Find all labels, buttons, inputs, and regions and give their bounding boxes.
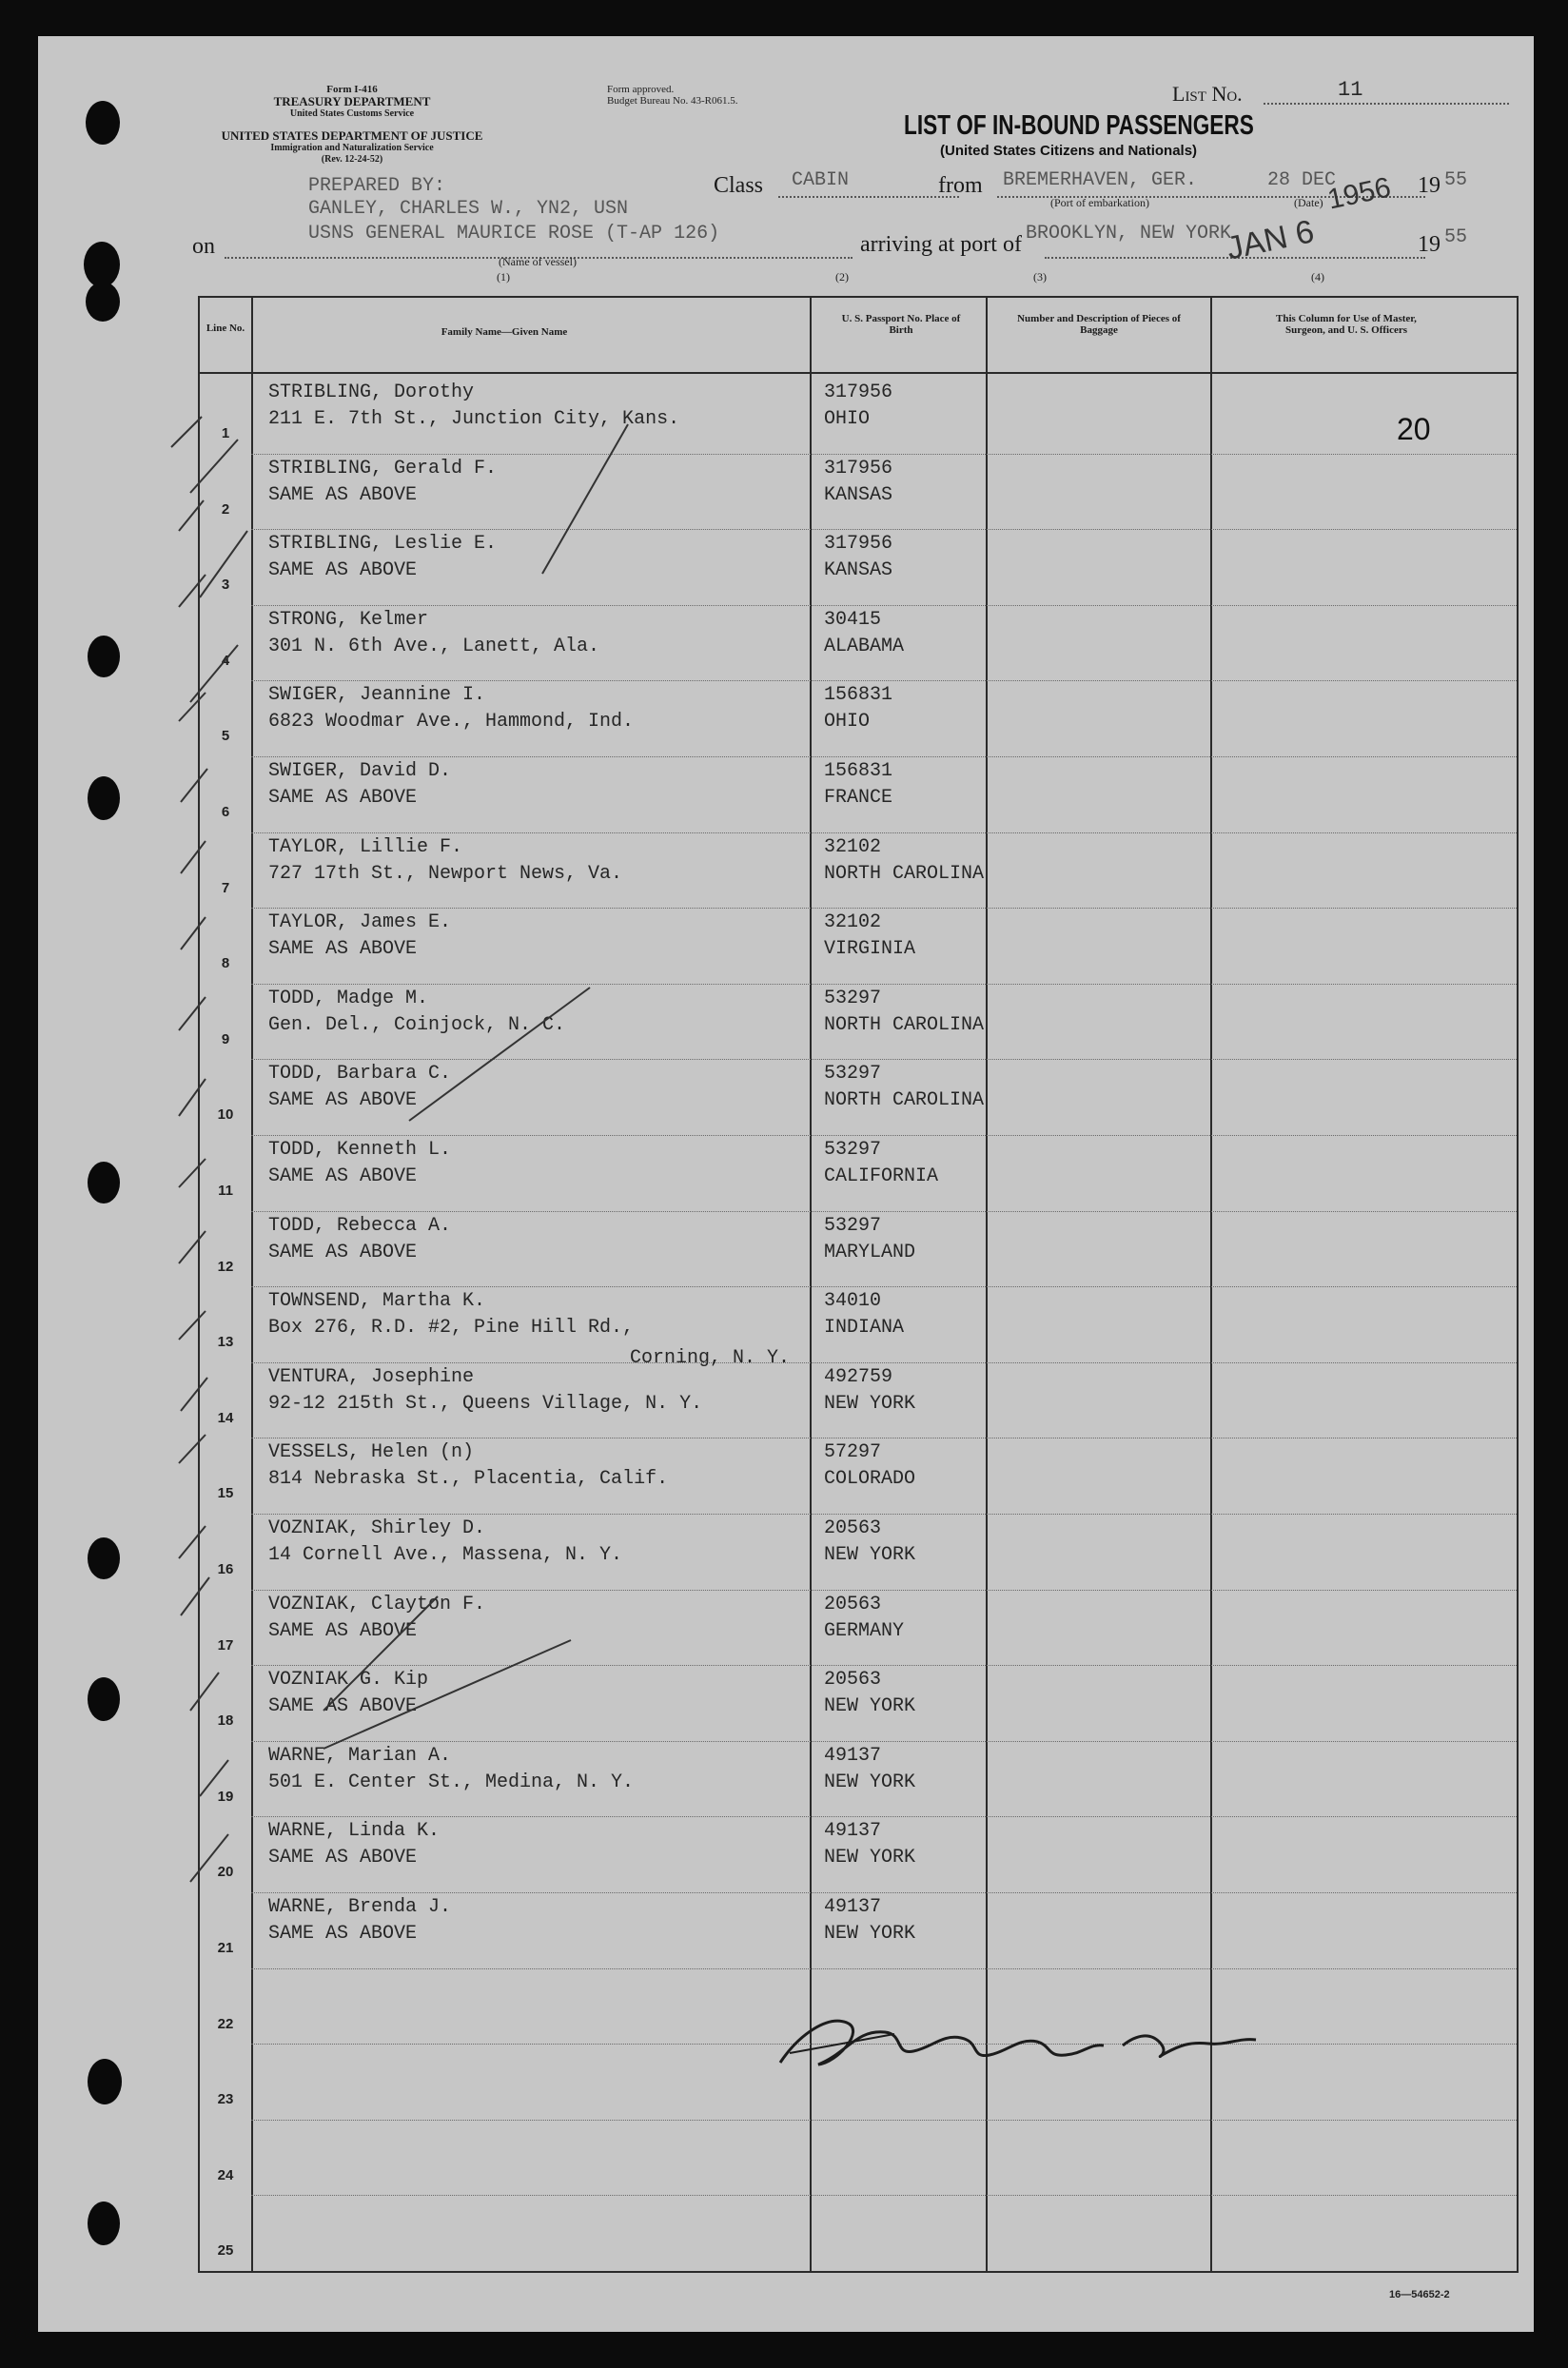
passenger-name: VOZNIAK G. Kip: [268, 1669, 429, 1692]
passenger-address: SAME AS ABOVE: [268, 483, 418, 506]
passenger-name: STRONG, Kelmer: [268, 608, 429, 631]
manifest-page: [38, 36, 1534, 2332]
budget-bureau: Budget Bureau No. 43-R061.5.: [607, 95, 738, 107]
place-of-birth: NEW YORK: [824, 1771, 916, 1793]
passport-number: 492759: [824, 1365, 893, 1388]
dept-treasury-sub: United States Customs Service: [289, 108, 415, 119]
passenger-name: VESSELS, Helen (n): [268, 1441, 475, 1464]
passenger-name: SWIGER, David D.: [268, 760, 452, 782]
vessel-caption: (Name of vessel): [499, 255, 577, 268]
year-suffix: 55: [1444, 169, 1468, 191]
row-line-number: 2: [221, 500, 230, 518]
row-line-number: 14: [217, 1409, 234, 1426]
passport-number: 34010: [824, 1290, 882, 1313]
row-line-number: 18: [217, 1712, 234, 1730]
year-prefix: 19: [1418, 173, 1441, 198]
col-num-1: (1): [497, 270, 510, 284]
page-title: LIST OF IN-BOUND PASSENGERS: [904, 110, 1254, 141]
passenger-address-continued: Corning, N. Y.: [630, 1346, 791, 1369]
review-tick-marks: [38, 36, 1534, 2332]
col-header-officers: This Column for Use of Master, Surgeon, and U. S. Officers: [1276, 313, 1417, 336]
dept-treasury: TREASURY DEPARTMENT: [273, 94, 431, 108]
row-line-number: 24: [217, 2166, 234, 2183]
row-line-number: 20: [217, 1864, 234, 1881]
from-label: from: [938, 173, 983, 198]
row-line-number: 12: [217, 1258, 234, 1275]
arrival-year-suffix: 55: [1444, 226, 1468, 248]
passport-number: 32102: [824, 835, 882, 858]
passenger-name: STRIBLING, Dorothy: [268, 382, 475, 403]
date-caption: (Date): [1294, 196, 1323, 209]
place-of-birth: VIRGINIA: [824, 938, 916, 961]
row-line-number: 5: [221, 728, 230, 745]
col-num-4: (4): [1311, 270, 1324, 284]
passenger-address: 501 E. Center St., Medina, N. Y.: [268, 1771, 635, 1793]
passenger-address: SAME AS ABOVE: [268, 1165, 418, 1187]
row-line-number: 7: [221, 879, 230, 896]
place-of-birth: CALIFORNIA: [824, 1165, 939, 1187]
list-no-value: 11: [1338, 78, 1363, 102]
row-line-number: 11: [218, 1183, 233, 1199]
passenger-name: WARNE, Marian A.: [268, 1744, 452, 1767]
passenger-address: 6823 Woodmar Ave., Hammond, Ind.: [268, 711, 635, 734]
form-approved: Form approved.: [607, 84, 675, 95]
prepared-by-label: PREPARED BY:: [308, 175, 446, 197]
arrival-year-prefix: 19: [1418, 232, 1441, 257]
passport-number: 53297: [824, 987, 882, 1009]
passenger-name: TAYLOR, James E.: [268, 911, 452, 934]
passport-number: 49137: [824, 1820, 882, 1843]
place-of-birth: INDIANA: [824, 1317, 905, 1340]
passport-number: 53297: [824, 1139, 882, 1161]
arriving-label: arriving at port of: [860, 232, 1022, 257]
place-of-birth: NORTH CAROLINA: [824, 862, 985, 885]
col-num-3: (3): [1033, 270, 1047, 284]
passenger-name: TODD, Rebecca A.: [268, 1214, 452, 1237]
row-line-number: 17: [217, 1636, 234, 1654]
passenger-name: WARNE, Linda K.: [268, 1820, 441, 1843]
place-of-birth: NEW YORK: [824, 1392, 916, 1415]
row-line-number: 10: [217, 1106, 234, 1124]
passenger-name: STRIBLING, Leslie E.: [268, 533, 498, 556]
row-line-number: 3: [221, 577, 230, 594]
row-line-number: 1: [221, 425, 230, 441]
dept-justice: UNITED STATES DEPARTMENT OF JUSTICE: [221, 128, 483, 143]
row-line-number: 22: [217, 2015, 234, 2032]
passenger-address: 301 N. 6th Ave., Lanett, Ala.: [268, 635, 600, 657]
passport-number: 20563: [824, 1669, 882, 1692]
row-line-number: 4: [221, 652, 230, 669]
passenger-address: 211 E. 7th St., Junction City, Kans.: [268, 408, 680, 430]
passenger-address: 14 Cornell Ave., Massena, N. Y.: [268, 1544, 623, 1566]
place-of-birth: KANSAS: [824, 559, 893, 582]
passenger-address: SAME AS ABOVE: [268, 559, 418, 582]
port-embarkation-caption: (Port of embarkation): [1050, 196, 1149, 209]
place-of-birth: MARYLAND: [824, 1241, 916, 1263]
passenger-address: Gen. Del., Coinjock, N. C.: [268, 1013, 566, 1036]
col-header-line-no: Line No.: [206, 323, 245, 334]
form-number: Form I-416: [326, 84, 378, 95]
place-of-birth: NEW YORK: [824, 1695, 916, 1718]
passenger-name: STRIBLING, Gerald F.: [268, 457, 498, 479]
passport-number: 57297: [824, 1441, 882, 1464]
place-of-birth: NEW YORK: [824, 1847, 916, 1869]
passport-number: 317956: [824, 533, 893, 556]
passport-number: 156831: [824, 760, 893, 782]
passport-number: 53297: [824, 1214, 882, 1237]
passenger-address: SAME AS ABOVE: [268, 938, 418, 961]
place-of-birth: KANSAS: [824, 483, 893, 506]
row-line-number: 16: [217, 1561, 234, 1577]
row-line-number: 8: [221, 955, 230, 972]
passenger-address: SAME AS ABOVE: [268, 1089, 418, 1112]
officer-note: 20: [1397, 412, 1431, 446]
row-line-number: 21: [217, 1940, 234, 1956]
row-line-number: 23: [217, 2091, 234, 2108]
passenger-name: TAYLOR, Lillie F.: [268, 835, 463, 858]
place-of-birth: FRANCE: [824, 787, 893, 809]
arrival-date-stamp: JAN 6: [1223, 213, 1318, 267]
passport-number: 30415: [824, 608, 882, 631]
passport-number: 317956: [824, 457, 893, 479]
passenger-name: SWIGER, Jeannine I.: [268, 684, 486, 707]
form-revision: (Rev. 12-24-52): [321, 154, 383, 165]
place-of-birth: GERMANY: [824, 1619, 905, 1642]
passenger-address: SAME AS ABOVE: [268, 1847, 418, 1869]
arrival-stamp-year: 1956: [1324, 171, 1394, 216]
place-of-birth: ALABAMA: [824, 635, 905, 657]
passenger-name: VOZNIAK, Shirley D.: [268, 1517, 486, 1539]
passport-number: 53297: [824, 1063, 882, 1086]
passport-number: 156831: [824, 684, 893, 707]
place-of-birth: NEW YORK: [824, 1923, 916, 1945]
passenger-address: 727 17th St., Newport News, Va.: [268, 862, 623, 885]
dept-justice-sub: Immigration and Naturalization Service: [270, 143, 434, 153]
embarkation-date: 28 DEC: [1267, 169, 1337, 191]
passenger-name: TODD, Barbara C.: [268, 1063, 452, 1086]
passport-number: 49137: [824, 1744, 882, 1767]
prepared-by-value: GANLEY, CHARLES W., YN2, USN: [308, 198, 629, 220]
col-header-passport: U. S. Passport No. Place of Birth: [841, 313, 961, 336]
row-line-number: 13: [217, 1334, 234, 1351]
place-of-birth: OHIO: [824, 711, 871, 734]
passport-number: 20563: [824, 1517, 882, 1539]
passenger-name: TODD, Kenneth L.: [268, 1139, 452, 1161]
passenger-address: SAME AS ABOVE: [268, 1695, 418, 1718]
port-embarkation: BREMERHAVEN, GER.: [1003, 169, 1198, 191]
col-header-name: Family Name—Given Name: [441, 326, 568, 338]
col-header-baggage: Number and Description of Pieces of Baggage: [1017, 313, 1181, 336]
place-of-birth: COLORADO: [824, 1468, 916, 1491]
passenger-name: WARNE, Brenda J.: [268, 1896, 452, 1918]
passenger-address: Box 276, R.D. #2, Pine Hill Rd.,: [268, 1317, 635, 1340]
passenger-address: SAME AS ABOVE: [268, 1241, 418, 1263]
place-of-birth: NORTH CAROLINA: [824, 1013, 985, 1036]
place-of-birth: OHIO: [824, 408, 871, 430]
row-line-number: 9: [221, 1030, 230, 1047]
vessel-name: USNS GENERAL MAURICE ROSE (T-AP 126): [308, 223, 720, 245]
passport-number: 32102: [824, 911, 882, 934]
place-of-birth: NORTH CAROLINA: [824, 1089, 985, 1112]
row-line-number: 15: [217, 1485, 234, 1502]
passenger-address: SAME AS ABOVE: [268, 1923, 418, 1945]
passenger-address: 92-12 215th St., Queens Village, N. Y.: [268, 1392, 703, 1415]
passenger-name: TODD, Madge M.: [268, 987, 429, 1009]
class-value: CABIN: [792, 169, 850, 191]
arrival-port: BROOKLYN, NEW YORK: [1026, 223, 1232, 245]
passenger-name: VOZNIAK, Clayton F.: [268, 1593, 486, 1615]
place-of-birth: NEW YORK: [824, 1544, 916, 1566]
passenger-name: TOWNSEND, Martha K.: [268, 1290, 486, 1313]
row-line-number: 19: [217, 1788, 234, 1805]
passport-number: 20563: [824, 1593, 882, 1615]
on-label: on: [192, 234, 215, 259]
page-subtitle: (United States Citizens and Nationals): [940, 143, 1198, 159]
list-no-label: List No.: [1172, 82, 1243, 106]
passenger-address: SAME AS ABOVE: [268, 787, 418, 809]
footer-code: 16—54652-2: [1389, 2289, 1450, 2300]
row-line-number: 25: [217, 2242, 234, 2260]
col-num-2: (2): [835, 270, 849, 284]
passenger-name: VENTURA, Josephine: [268, 1365, 475, 1388]
passenger-address: 814 Nebraska St., Placentia, Calif.: [268, 1468, 669, 1491]
passport-number: 317956: [824, 382, 893, 403]
passport-number: 49137: [824, 1896, 882, 1918]
row-line-number: 6: [221, 804, 230, 820]
class-label: Class: [714, 173, 764, 198]
passenger-address: SAME AS ABOVE: [268, 1619, 418, 1642]
